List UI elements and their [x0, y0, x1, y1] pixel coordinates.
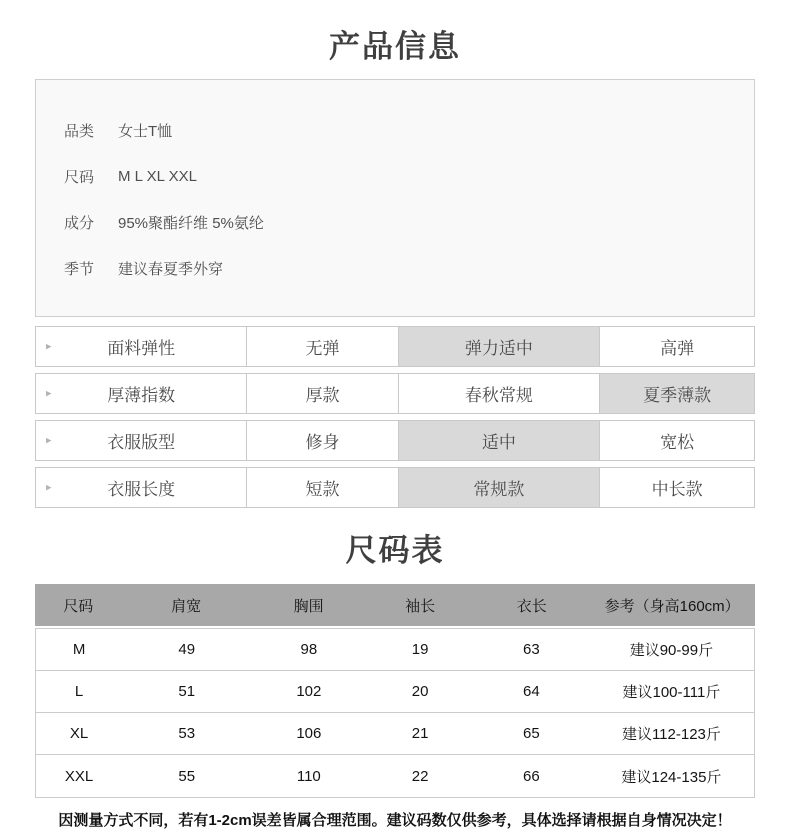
triangle-marker-icon: ▸	[46, 434, 52, 446]
size-cell: 51	[178, 683, 196, 700]
attribute-option: 高弹	[600, 326, 755, 367]
info-label: 成分	[64, 214, 95, 232]
attribute-option: 春秋常规	[399, 373, 601, 414]
attribute-label-cell	[35, 467, 247, 508]
attribute-option: 修身	[247, 420, 398, 461]
size-table-row-m	[36, 629, 754, 671]
size-cell: 建议124-135斤	[621, 768, 722, 786]
size-cell: 110	[296, 767, 321, 785]
size-cell: 65	[523, 725, 540, 742]
size-cell: 64	[523, 683, 540, 700]
measurement-note: 因测量方式不同，若有1-2cm误差皆属合理范围。建议码数仅供参考，具体选择请根据自身情况决定！	[58, 812, 732, 829]
product-info-row-category	[64, 107, 754, 153]
attribute-label: 衣服版型	[107, 433, 176, 452]
attribute-option: 宽松	[600, 420, 755, 461]
size-cell: M	[72, 641, 86, 658]
size-table-header-cell: 衣长	[516, 597, 547, 615]
size-cell: 106	[296, 725, 322, 742]
size-table-row-l	[36, 671, 754, 713]
product-info-row-composition	[64, 199, 754, 245]
attribute-label: 厚薄指数	[107, 386, 176, 405]
size-cell: 建议112-123斤	[621, 726, 721, 743]
info-value: 建议春夏季外穿	[118, 260, 224, 278]
size-cell: XXL	[64, 767, 94, 785]
triangle-marker-icon: ▸	[46, 387, 52, 399]
size-cell: 19	[411, 641, 429, 658]
info-value: 95%聚酯纤维 5%氨纶	[118, 214, 264, 232]
info-label: 品类	[64, 122, 95, 140]
size-table-header-cell: 尺码	[63, 597, 94, 615]
size-cell: 建议100-111斤	[622, 684, 721, 701]
attribute-option: 中长款	[600, 467, 755, 508]
info-label: 尺码	[64, 168, 95, 186]
attribute-label-cell	[35, 326, 247, 367]
size-cell: 22	[411, 767, 429, 785]
attribute-option-selected: 弹力适中	[399, 326, 601, 367]
size-cell: 21	[411, 725, 429, 742]
size-cell: 55	[178, 767, 196, 785]
triangle-marker-icon: ▸	[46, 340, 52, 352]
attribute-table	[35, 326, 755, 508]
size-cell: 102	[296, 683, 322, 700]
attribute-row-thickness	[35, 373, 755, 414]
size-cell: 建议90-99斤	[629, 642, 714, 659]
size-table-row-xl	[36, 713, 754, 755]
attribute-option-selected: 夏季薄款	[600, 373, 755, 414]
size-cell: 49	[178, 641, 196, 658]
size-table-body	[35, 628, 755, 798]
size-table-header-cell: 参考（身高160cm）	[604, 597, 740, 615]
size-chart-title: 尺码表	[345, 533, 445, 568]
size-table-header-cell: 袖长	[405, 597, 436, 615]
attribute-row-elasticity	[35, 326, 755, 367]
attribute-row-length	[35, 467, 755, 508]
attribute-label-cell	[35, 373, 247, 414]
info-value: M L XL XXL	[118, 167, 197, 185]
product-info-box	[35, 79, 755, 317]
attribute-option-selected: 常规款	[399, 467, 601, 508]
attribute-label-cell	[35, 420, 247, 461]
product-info-row-sizes	[64, 153, 754, 199]
size-cell: 20	[411, 683, 429, 700]
product-info-row-season	[64, 245, 754, 291]
info-label: 季节	[64, 260, 95, 278]
attribute-label: 面料弹性	[107, 339, 176, 358]
size-table-header-cell: 胸围	[293, 597, 324, 615]
attribute-option-selected: 适中	[399, 420, 601, 461]
size-cell: 66	[523, 767, 540, 785]
attribute-row-fit	[35, 420, 755, 461]
attribute-option: 厚款	[247, 373, 398, 414]
size-cell: 98	[300, 641, 318, 658]
triangle-marker-icon: ▸	[46, 481, 52, 493]
page-title: 产品信息	[329, 29, 461, 64]
size-table	[35, 584, 755, 798]
info-value: 女士T恤	[118, 122, 173, 140]
attribute-option: 无弹	[247, 326, 398, 367]
size-table-header-cell: 肩宽	[171, 597, 202, 615]
size-cell: 53	[178, 725, 196, 742]
size-cell: 63	[523, 641, 540, 658]
size-table-row-xxl	[36, 755, 754, 797]
size-cell: L	[74, 683, 84, 700]
attribute-label: 衣服长度	[107, 480, 176, 499]
size-cell: XL	[69, 725, 89, 742]
size-table-header	[35, 584, 755, 626]
attribute-option: 短款	[247, 467, 398, 508]
